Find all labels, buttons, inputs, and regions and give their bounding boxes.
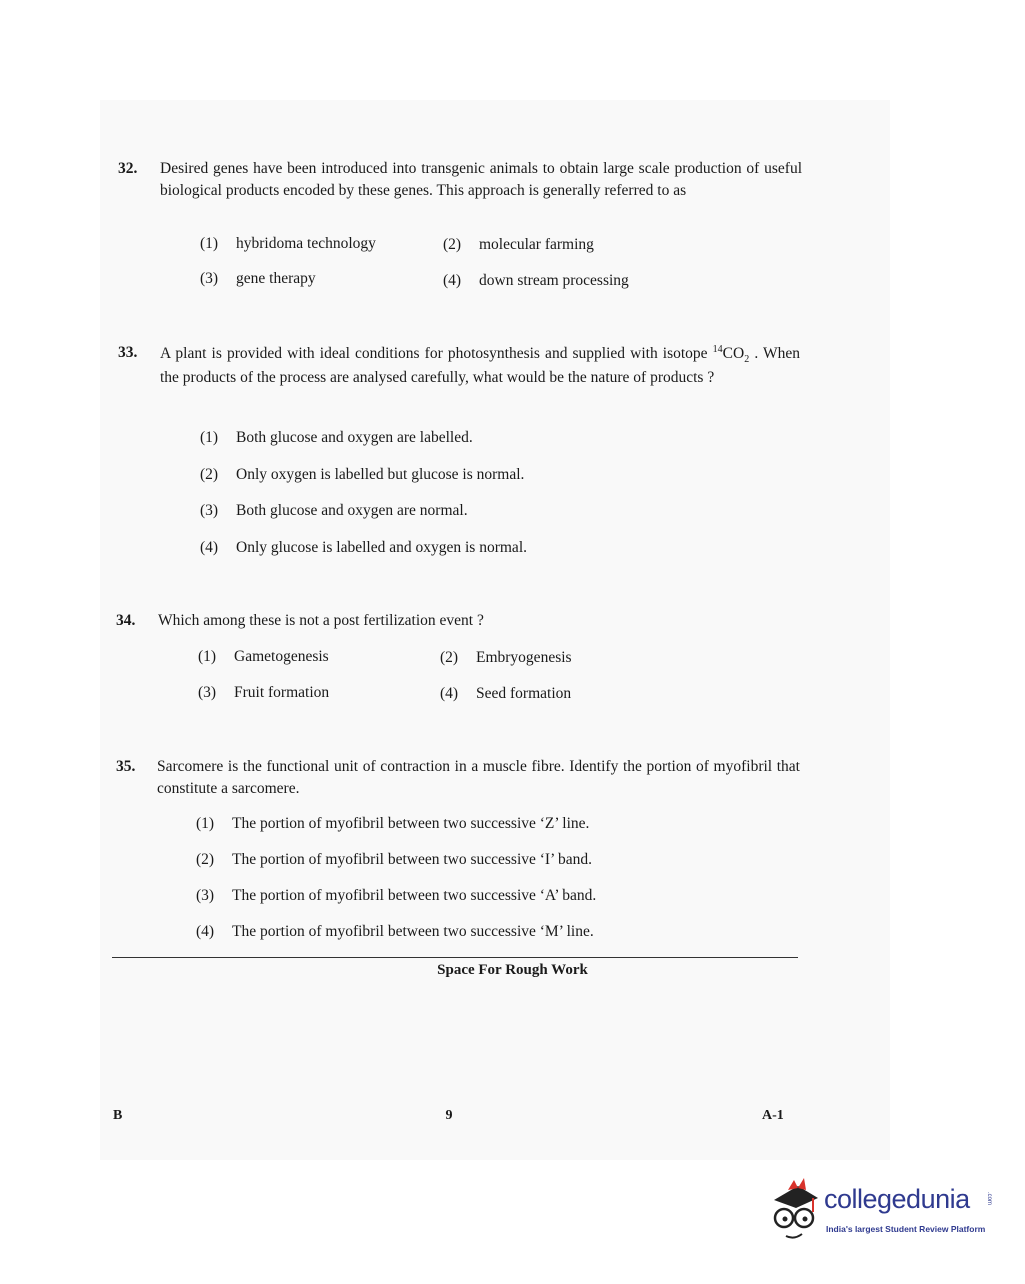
logo-suffix: .com [986,1192,992,1206]
option: (4) Seed formation [440,685,572,702]
collegedunia-logo [768,1178,1000,1250]
option: (4) Only glucose is labelled and oxygen is normal. [200,539,527,556]
option: (1) hybridoma technology [200,235,376,252]
rough-work-label: Space For Rough Work [437,962,588,978]
option: (2) molecular farming [443,236,594,253]
mascot-icon [768,1178,824,1248]
question-number: 34. [116,612,136,629]
option: (4) down stream processing [443,272,629,289]
option: (4) The portion of myofibril between two successive ‘M’ line. [196,923,594,940]
question-number: 33. [118,344,138,361]
option: (3) Both glucose and oxygen are normal. [200,502,468,519]
logo-tagline: India's largest Student Review Platform [826,1224,986,1234]
option: (1) Both glucose and oxygen are labelled. [200,429,473,446]
option: (2) Only oxygen is labelled but glucose is normal. [200,466,525,483]
isotope-mass: 14 [712,343,723,355]
option: (1) The portion of myofibril between two successive ‘Z’ line. [196,815,590,832]
question-number: 35. [116,758,136,775]
logo-wordmark: collegedunia [824,1184,970,1214]
footer-series: B [113,1108,123,1123]
option: (2) Embryogenesis [440,649,572,666]
question-text: Which among these is not a post fertilization event ? [158,612,484,629]
option: (2) The portion of myofibril between two successive ‘I’ band. [196,851,592,868]
page-number: 9 [445,1108,453,1123]
option: (3) Fruit formation [198,684,330,701]
question-number: 32. [118,160,138,177]
question-text: Desired genes have been introduced into transgenic animals to obtain large scale production of useful biological products encoded by these genes. This approach is generally referred to as [160,160,802,199]
divider-line [112,957,798,958]
footer-code: A-1 [762,1108,784,1123]
option: (1) Gametogenesis [198,648,329,665]
question-text: A plant is provided with ideal conditions for photosynthesis and supplied with isotope $^{14}CO_2$ . When the products of the process are analysed carefully, what would be the nature of products ? [160,343,801,386]
option: (3) gene therapy [200,270,316,287]
question-text: Sarcomere is the functional unit of contraction in a muscle fibre. Identify the portion of myofibril that constitute a sarcomere. [157,758,800,797]
option: (3) The portion of myofibril between two successive ‘A’ band. [196,887,597,904]
